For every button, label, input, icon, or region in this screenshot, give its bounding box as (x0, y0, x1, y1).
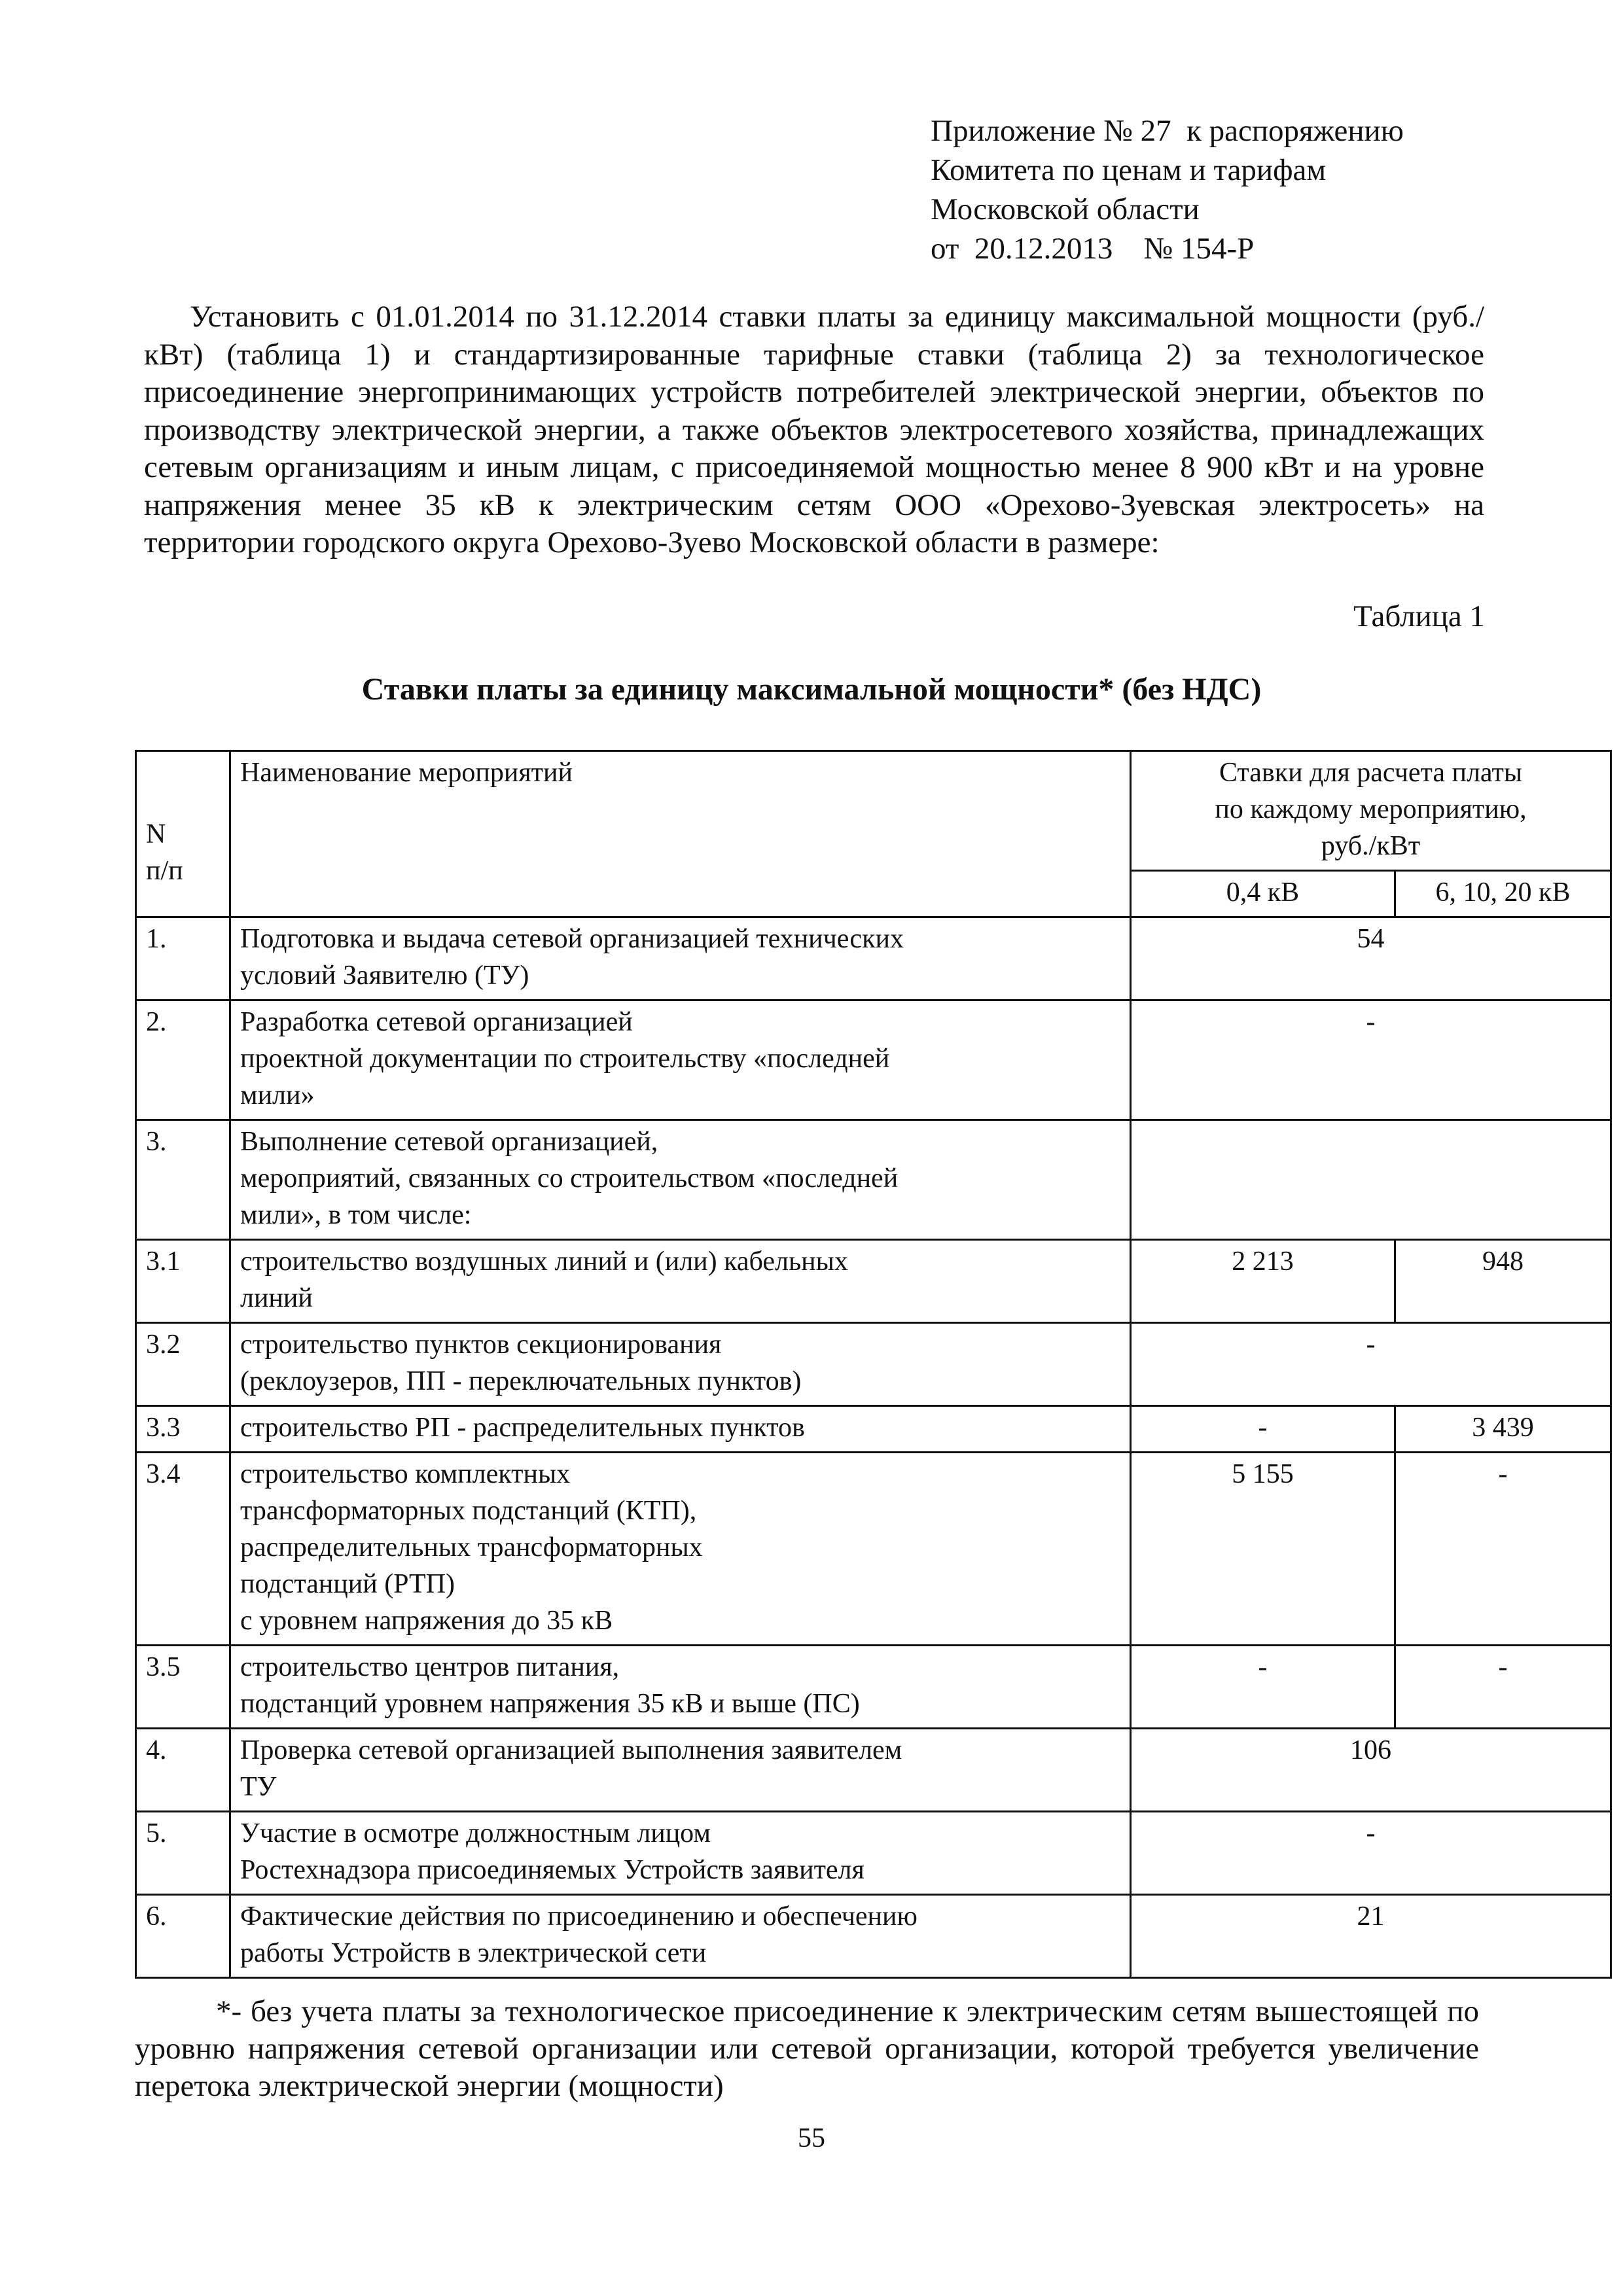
table-header-row (136, 751, 1611, 871)
header-line-date: от 20.12.2013 № 154-Р (931, 232, 1255, 266)
header-line-appendix: Приложение № 27 к распоряжению (931, 114, 1404, 148)
table-row (136, 1646, 1611, 1729)
intro-paragraph: Установить с 01.01.2014 по 31.12.2014 ставки платы за единицу максимальной мощности (руб./кВт) (таблица 1) и стандартизированные тарифные ставки (таблица 2) за технологическое присоединение энергопринимающих устройств потребителей электрической энергии, объектов по производству электрической энергии, а также объектов электросетевого хозяйства, принадлежащих сетевым организациям и иным лицам, с присоединяемой мощностью менее 8 900 кВт и на уровне напряжения менее 35 кВ к электрическим сетям ООО «Орехово-Зуевская электросеть» на территории городского округа Орехово-Зуево Московской области в размере: (144, 300, 1484, 559)
row-rate-merged-cell: - (1131, 1323, 1611, 1406)
row-name-cell: Подготовка и выдача сетевой организацией технических условий Заявителю (ТУ) (230, 917, 1131, 1000)
header-name-cell: Наименование мероприятий (230, 751, 1131, 917)
header-col-6-20kv: 6, 10, 20 кВ (1395, 871, 1611, 917)
row-number-cell: 3.3 (136, 1406, 230, 1453)
row-number-cell: 6. (136, 1895, 230, 1978)
table-row (136, 1812, 1611, 1895)
table-body (136, 917, 1611, 1978)
row-name-cell: Разработка сетевой организацией проектной документации по строительству «последней мили» (230, 1000, 1131, 1120)
row-number-cell: 3.5 (136, 1646, 230, 1729)
row-rate-merged-cell: - (1131, 1812, 1611, 1895)
row-rate-merged-cell: 106 (1131, 1729, 1611, 1812)
row-number-cell: 4. (136, 1729, 230, 1812)
table-row (136, 1240, 1611, 1323)
header-num-cell: N п/п (136, 751, 230, 917)
row-rate-merged-cell (1131, 1120, 1611, 1240)
table-row (136, 1120, 1611, 1240)
header-rates-cell: Ставки для расчета платы по каждому мероприятию, руб./кВт (1131, 751, 1611, 871)
row-rate-04kv-cell: 2 213 (1131, 1240, 1395, 1323)
row-name-cell: строительство РП - распределительных пунктов (230, 1406, 1131, 1453)
table-title: Ставки платы за единицу максимальной мощности* (без НДС) (361, 672, 1262, 707)
table-row (136, 1729, 1611, 1812)
row-name-cell: Фактические действия по присоединению и обеспечению работы Устройств в электрической сети (230, 1895, 1131, 1978)
table-row (136, 1895, 1611, 1978)
row-number-cell: 2. (136, 1000, 230, 1120)
rates-table (135, 750, 1612, 1979)
row-rate-merged-cell: 54 (1131, 917, 1611, 1000)
row-rate-merged-cell: - (1131, 1000, 1611, 1120)
table-row (136, 1323, 1611, 1406)
footnote: *- без учета платы за технологическое присоединение к электрическим сетям вышестоящей по уровню напряжения сетевой организации или сетевой организации, которой требуется увеличение перетока электрической энергии (мощности) (135, 1994, 1479, 2103)
table-row (136, 1000, 1611, 1120)
row-number-cell: 1. (136, 917, 230, 1000)
row-rate-merged-cell: 21 (1131, 1895, 1611, 1978)
row-rate-6-20kv-cell: - (1395, 1453, 1611, 1646)
row-name-cell: строительство комплектных трансформаторных подстанций (КТП), распределительных трансформаторных подстанций (РТП) с уровнем напряжения до 35 кВ (230, 1453, 1131, 1646)
table-label: Таблица 1 (1353, 599, 1485, 633)
row-name-cell: строительство центров питания, подстанций уровнем напряжения 35 кВ и выше (ПС) (230, 1646, 1131, 1729)
row-rate-04kv-cell: - (1131, 1646, 1395, 1729)
row-rate-04kv-cell: 5 155 (1131, 1453, 1395, 1646)
table-row (136, 1453, 1611, 1646)
header-line-region: Московской области (931, 192, 1200, 226)
row-rate-6-20kv-cell: - (1395, 1646, 1611, 1729)
header-line-committee: Комитета по ценам и тарифам (931, 153, 1327, 187)
row-name-cell: Проверка сетевой организацией выполнения заявителем ТУ (230, 1729, 1131, 1812)
row-number-cell: 3.4 (136, 1453, 230, 1646)
row-number-cell: 3.2 (136, 1323, 230, 1406)
row-number-cell: 3.1 (136, 1240, 230, 1323)
row-name-cell: строительство воздушных линий и (или) кабельных линий (230, 1240, 1131, 1323)
row-number-cell: 3. (136, 1120, 230, 1240)
row-number-cell: 5. (136, 1812, 230, 1895)
table-row (136, 1406, 1611, 1453)
page-number: 55 (798, 2123, 825, 2153)
row-rate-6-20kv-cell: 3 439 (1395, 1406, 1611, 1453)
document-header (931, 111, 1404, 268)
row-name-cell: строительство пунктов секционирования (реклоузеров, ПП - переключательных пунктов) (230, 1323, 1131, 1406)
row-rate-6-20kv-cell: 948 (1395, 1240, 1611, 1323)
table-row (136, 917, 1611, 1000)
header-col-04kv: 0,4 кВ (1131, 871, 1395, 917)
row-name-cell: Выполнение сетевой организацией, мероприятий, связанных со строительством «последней мили», в том числе: (230, 1120, 1131, 1240)
row-name-cell: Участие в осмотре должностным лицом Ростехнадзора присоединяемых Устройств заявителя (230, 1812, 1131, 1895)
row-rate-04kv-cell: - (1131, 1406, 1395, 1453)
